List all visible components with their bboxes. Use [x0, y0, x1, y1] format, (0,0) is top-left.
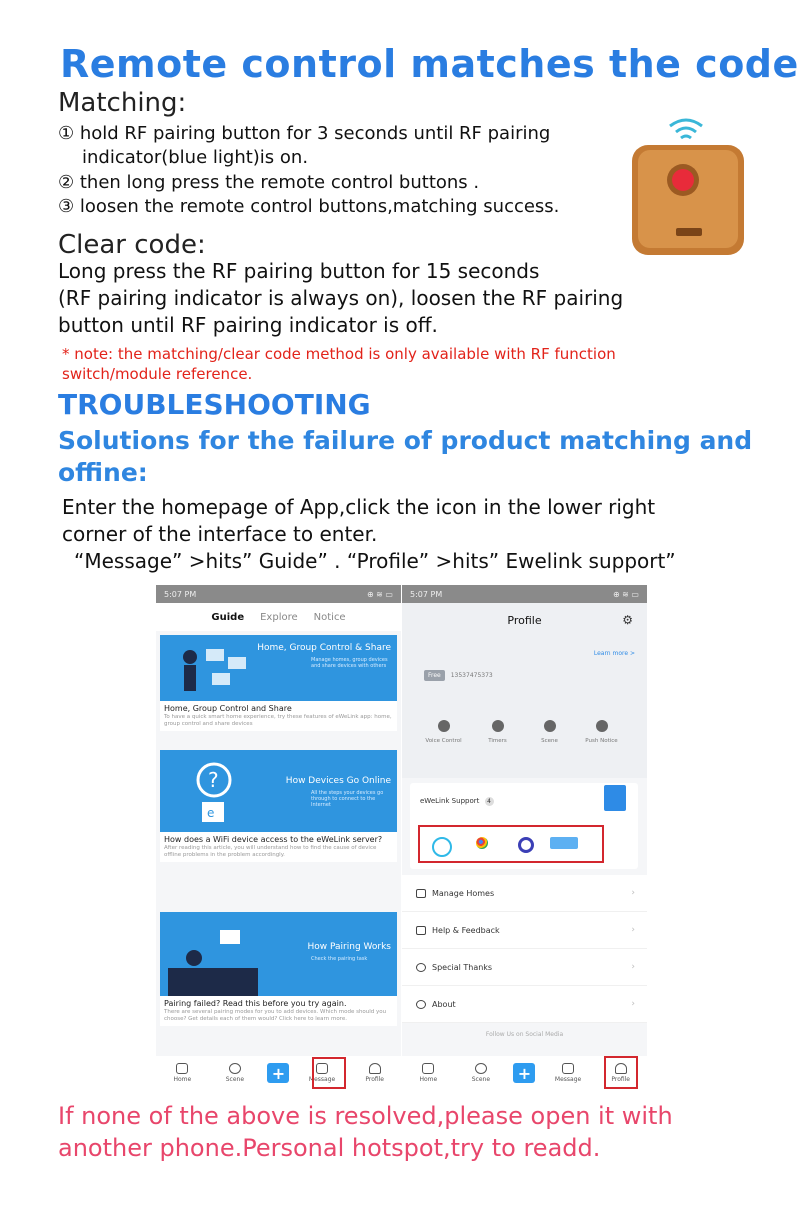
tab-bar — [156, 603, 401, 631]
message-highlight-box — [312, 1057, 346, 1089]
tab-explore[interactable]: Explore — [260, 611, 298, 623]
bell-icon — [596, 720, 608, 732]
matching-step-1: ① hold RF pairing button for 3 seconds until RF pairing — [58, 123, 551, 144]
nav-profile[interactable]: Profile — [601, 1063, 641, 1083]
matching-step-1-cont: indicator(blue light)is on. — [82, 147, 309, 168]
status-bar — [156, 585, 401, 603]
illustration-icon — [164, 750, 274, 832]
card-caption-sub: Manage homes, group devices and share devices with others — [311, 657, 388, 669]
profile-header — [402, 603, 647, 638]
status-time: 5:07 PM — [410, 589, 443, 599]
support-highlight-box — [418, 825, 604, 863]
footer-line-2: another phone.Personal hotspot,try to readd. — [58, 1134, 601, 1162]
tab-notice[interactable]: Notice — [313, 611, 346, 623]
page-title: Remote control matches the code — [60, 42, 799, 86]
card-desc: After reading this article, you will understand how to find the cause of device offline problems in the problem accordingly. — [164, 845, 377, 858]
illustration-icon — [164, 635, 264, 701]
scene-icon — [229, 1063, 241, 1074]
subheading-line-2: offine: — [58, 458, 148, 487]
microphone-icon — [438, 720, 450, 732]
illustration-icon — [164, 912, 264, 996]
thanks-icon — [416, 963, 426, 972]
troubleshooting-subheading — [58, 425, 752, 489]
remote-control-image — [618, 110, 758, 260]
account-badge: Free — [424, 670, 445, 681]
follow-social-link[interactable]: Follow Us on Social Media — [485, 1031, 564, 1038]
status-time: 5:07 PM — [164, 589, 197, 599]
card-image — [160, 750, 397, 832]
clear-code-line-1: Long press the RF pairing button for 15 seconds — [58, 259, 540, 283]
troubleshooting-heading: TROUBLESHOOTING — [58, 388, 371, 421]
card-caption: Home, Group Control & Share — [257, 643, 391, 653]
clear-code-line-3: button until RF pairing indicator is off. — [58, 313, 438, 337]
matching-step-2: ② then long press the remote control buttons . — [58, 172, 480, 193]
gear-icon[interactable]: ⚙ — [622, 613, 633, 627]
add-device-button[interactable]: + — [513, 1063, 535, 1083]
subheading-line-1: Solutions for the failure of product matching and — [58, 426, 753, 455]
clear-code-heading: Clear code: — [58, 230, 206, 260]
nav-scene[interactable]: Scene — [215, 1063, 255, 1083]
feature-voice-control[interactable]: Voice Control — [416, 720, 471, 744]
card-caption: How Devices Go Online — [285, 776, 391, 786]
info-icon — [416, 1000, 426, 1009]
phone-screenshot-profile — [402, 585, 647, 1090]
svg-text:?: ? — [208, 768, 219, 792]
timer-icon — [492, 720, 504, 732]
ewelink-logo — [604, 785, 626, 811]
profile-title: Profile — [507, 614, 542, 627]
card-image — [160, 912, 397, 996]
remote-control-icon — [618, 110, 758, 260]
troubleshooting-body-3: “Message” >hits” Guide” . “Profile” >hits” Ewelink support” — [74, 549, 676, 573]
card-caption-sub: Check the pairing task — [311, 956, 368, 962]
menu-manage-homes[interactable]: Manage Homes › — [402, 875, 647, 912]
card-title: Home, Group Control and Share — [164, 704, 292, 713]
menu-special-thanks[interactable]: Special Thanks › — [402, 949, 647, 986]
home-icon — [416, 889, 426, 898]
menu-about[interactable]: About › — [402, 986, 647, 1023]
account-number: 13537475373 — [450, 672, 493, 679]
clear-code-line-2: (RF pairing indicator is always on), loosen the RF pairing — [58, 286, 624, 310]
feature-push-notice[interactable]: Push Notice — [574, 720, 629, 744]
card-image — [160, 635, 397, 701]
status-bar — [402, 585, 647, 603]
learn-more-link[interactable]: Learn more > — [593, 650, 635, 657]
guide-card-2[interactable] — [160, 750, 397, 862]
home-icon — [176, 1063, 188, 1074]
matching-heading: Matching: — [58, 88, 187, 118]
profile-highlight-box — [604, 1056, 638, 1089]
troubleshooting-body-1: Enter the homepage of App,click the icon in the lower right — [62, 495, 656, 519]
phone-screenshot-guide — [156, 585, 401, 1090]
note-line-1: * note: the matching/clear code method is only available with RF function — [62, 345, 616, 363]
matching-step-3: ③ loosen the remote control buttons,matching success. — [58, 196, 560, 217]
status-icons: ⊕ ≋ ▭ — [612, 589, 639, 599]
feature-timers[interactable]: Timers — [470, 720, 525, 744]
footer-note — [58, 1100, 673, 1164]
feature-scene[interactable]: Scene — [522, 720, 577, 744]
menu-help-feedback[interactable]: Help & Feedback › — [402, 912, 647, 949]
profile-icon — [369, 1063, 381, 1074]
card-caption-sub: All the steps your devices go through to connect to the Internet — [311, 790, 384, 808]
card-desc: To have a quick smart home experience, try these features of eWeLink app: home, group control and share devices — [164, 714, 392, 727]
scene-icon — [544, 720, 556, 732]
feedback-icon — [416, 926, 426, 935]
svg-text:e: e — [207, 806, 215, 820]
card-desc: There are several pairing modes for you to add devices. Which mode should you choose? Get details each of them would? Click here to learn more. — [164, 1009, 387, 1022]
add-device-button[interactable]: + — [267, 1063, 289, 1083]
guide-card-3[interactable] — [160, 912, 397, 1026]
profile-account-area — [402, 638, 647, 778]
support-count: 4 — [485, 797, 494, 806]
card-caption: How Pairing Works — [307, 942, 391, 952]
bottom-nav — [156, 1056, 401, 1090]
card-title: How does a WiFi device access to the eWeLink server? — [164, 835, 383, 844]
account-id-row — [424, 670, 493, 681]
note-line-2: switch/module reference. — [62, 365, 253, 383]
nav-message[interactable]: Message — [302, 1063, 342, 1083]
ewelink-support-card[interactable] — [410, 783, 638, 869]
nav-home[interactable]: Home — [408, 1063, 448, 1083]
troubleshooting-body-2: corner of the interface to enter. — [62, 522, 378, 546]
nav-scene[interactable]: Scene — [461, 1063, 501, 1083]
message-icon — [562, 1063, 574, 1074]
nav-home[interactable]: Home — [162, 1063, 202, 1083]
status-icons: ⊕ ≋ ▭ — [366, 589, 393, 599]
tab-guide[interactable]: Guide — [211, 611, 245, 623]
home-icon — [422, 1063, 434, 1074]
card-title: Pairing failed? Read this before you try again. — [164, 999, 347, 1008]
support-label: eWeLink Support 4 — [420, 797, 494, 806]
footer-line-1: If none of the above is resolved,please open it with — [58, 1102, 673, 1130]
profile-menu — [402, 875, 647, 1023]
guide-card-1[interactable] — [160, 635, 397, 731]
nav-profile[interactable]: Profile — [355, 1063, 395, 1083]
scene-icon — [475, 1063, 487, 1074]
nav-message[interactable]: Message — [548, 1063, 588, 1083]
